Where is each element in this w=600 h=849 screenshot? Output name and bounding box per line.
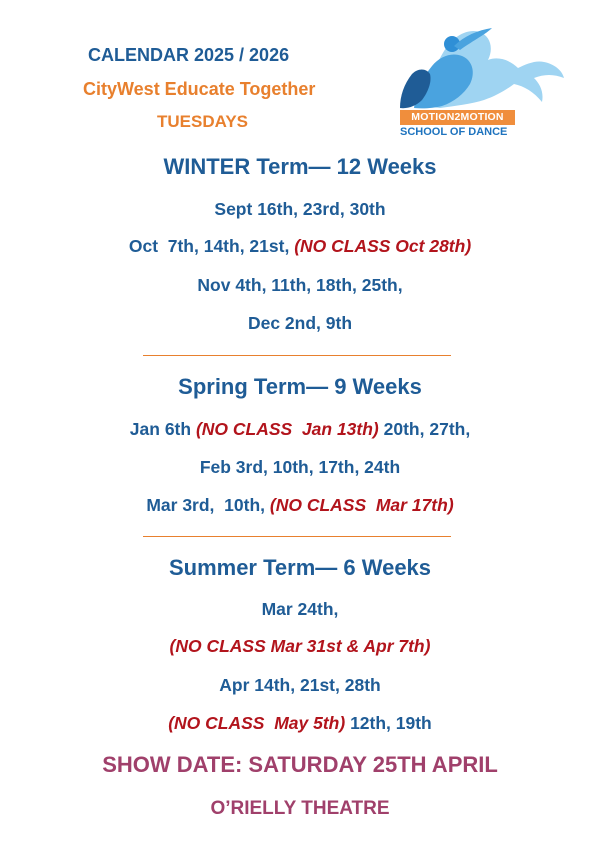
winter-dates-nov: Nov 4th, 11th, 18th, 25th, <box>197 275 403 295</box>
winter-dates-dec: Dec 2nd, 9th <box>247 313 353 333</box>
dancer-silhouette-icon <box>394 26 566 110</box>
winter-oct-no-class: (NO CLASS Oct 28th) <box>294 236 472 256</box>
summer-dates-may <box>0 713 600 734</box>
spring-dates-mar <box>0 495 600 516</box>
logo-subtitle: SCHOOL OF DANCE <box>400 126 508 138</box>
spring-jan-rest: 20th, 27th, <box>383 419 471 439</box>
day-label: TUESDAYS <box>157 112 249 131</box>
summer-dates-mar: Mar 24th, <box>261 599 339 619</box>
spring-jan-first: Jan 6th <box>129 419 192 439</box>
logo-badge: MOTION2MOTION <box>400 110 515 125</box>
winter-term-heading: WINTER Term— 12 Weeks <box>163 154 437 179</box>
winter-dates-oct <box>0 236 600 257</box>
spring-dates-jan <box>0 419 600 440</box>
winter-oct-dates: Oct 7th, 14th, 21st, <box>128 236 290 256</box>
dance-school-logo <box>394 26 566 142</box>
show-venue: O’RIELLY THEATRE <box>210 798 390 819</box>
calendar-title: CALENDAR 2025 / 2026 <box>88 45 290 65</box>
spring-mar-dates: Mar 3rd, 10th, <box>146 495 265 515</box>
summer-term-heading: Summer Term— 6 Weeks <box>168 555 432 580</box>
divider-spring-summer <box>143 536 451 537</box>
spring-jan-no-class: (NO CLASS Jan 13th) <box>195 419 379 439</box>
school-name: CityWest Educate Together <box>83 79 316 99</box>
summer-may-dates: 12th, 19th <box>350 713 432 733</box>
winter-dates-sept: Sept 16th, 23rd, 30th <box>214 199 386 219</box>
show-date: SHOW DATE: SATURDAY 25TH APRIL <box>102 752 498 777</box>
summer-dates-apr: Apr 14th, 21st, 28th <box>219 675 381 695</box>
summer-may-no-class: (NO CLASS May 5th) <box>168 713 346 733</box>
spring-term-heading: Spring Term— 9 Weeks <box>178 374 422 399</box>
divider-winter-spring <box>143 355 451 356</box>
spring-dates-feb: Feb 3rd, 10th, 17th, 24th <box>199 457 401 477</box>
summer-no-class-mar-apr: (NO CLASS Mar 31st & Apr 7th) <box>169 636 431 656</box>
spring-mar-no-class: (NO CLASS Mar 17th) <box>269 495 454 515</box>
